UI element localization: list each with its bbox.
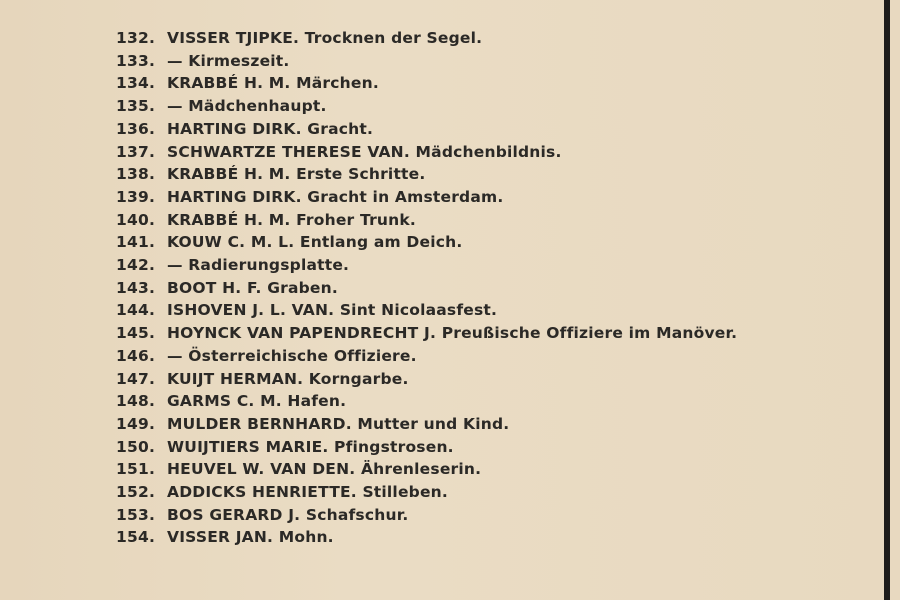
entry-number: 139. [116,187,156,206]
entry-text: ISHOVEN J. L. VAN. Sint Nicolaasfest. [167,301,498,320]
catalog-entry [116,27,757,50]
catalog-entry [116,72,757,95]
right-border-rule [884,0,890,600]
entry-text: — Radierungsplatte. [167,256,350,275]
entry-text: — Kirmeszeit. [167,51,290,70]
catalog-entry [116,118,757,141]
catalog-entry [116,299,757,322]
entry-text: HOYNCK VAN PAPENDRECHT J. Preußische Offiziere im Manöver. [167,324,738,343]
entry-number: 141. [116,233,156,252]
entry-number: 150. [116,437,156,456]
entry-number: 153. [116,505,156,524]
entry-text: KOUW C. M. L. Entlang am Deich. [167,233,463,252]
catalog-entry [116,277,757,300]
entry-text: WUIJTIERS MARIE. Pfingstrosen. [167,437,454,456]
entry-number: 154. [116,528,156,547]
entry-number: 142. [116,256,156,275]
catalog-entry [116,526,757,549]
entry-number: 136. [116,119,156,138]
entry-text: GARMS C. M. Hafen. [167,392,347,411]
entry-number: 146. [116,346,156,365]
catalog-entry [116,209,757,232]
entry-text: HARTING DIRK. Gracht in Amsterdam. [167,187,504,206]
entry-text: HARTING DIRK. Gracht. [167,119,374,138]
entry-number: 152. [116,483,156,502]
entry-text: KUIJT HERMAN. Korngarbe. [167,369,409,388]
entry-number: 137. [116,142,156,161]
catalog-entry [116,141,757,164]
entry-text: KRABBÉ H. M. Erste Schritte. [167,165,426,184]
catalog-entry [116,368,757,391]
catalog-entry [116,50,757,73]
catalog-entry [116,481,757,504]
catalog-entry [116,458,757,481]
entry-text: ADDICKS HENRIETTE. Stilleben. [167,483,448,502]
entry-number: 134. [116,74,156,93]
entry-number: 138. [116,165,156,184]
entry-number: 147. [116,369,156,388]
entry-number: 135. [116,97,156,116]
entry-text: VISSER JAN. Mohn. [167,528,334,547]
entry-number: 143. [116,278,156,297]
catalog-entry [116,231,757,254]
catalog-entry [116,163,757,186]
catalog-list [116,27,757,549]
entry-text: KRABBÉ H. M. Märchen. [167,74,379,93]
entry-text: VISSER TJIPKE. Trocknen der Segel. [167,29,483,47]
catalog-entry [116,322,757,345]
entry-text: BOOT H. F. Graben. [167,278,338,297]
entry-text: KRABBÉ H. M. Froher Trunk. [167,210,416,229]
catalog-entry [116,254,757,277]
entry-number: 151. [116,460,156,479]
catalog-entry [116,186,757,209]
entry-number: 149. [116,414,156,433]
entry-number: 144. [116,301,156,320]
catalog-entry [116,504,757,527]
entry-text: — Österreichische Offiziere. [167,346,417,365]
catalog-entry [116,390,757,413]
entry-number: 140. [116,210,156,229]
entry-text: HEUVEL W. VAN DEN. Ährenleserin. [167,460,482,479]
entry-text: SCHWARTZE THERESE VAN. Mädchenbildnis. [167,142,562,161]
entry-number: 145. [116,324,156,343]
entry-text: MULDER BERNHARD. Mutter und Kind. [167,414,510,433]
entry-number: 133. [116,51,156,70]
entry-number: 148. [116,392,156,411]
catalog-entry [116,413,757,436]
entry-text: BOS GERARD J. Schafschur. [167,505,409,524]
entry-number: 132. [116,29,156,47]
catalog-entry [116,436,757,459]
entry-text: — Mädchenhaupt. [167,97,327,116]
catalog-entry [116,345,757,368]
catalog-entry [116,95,757,118]
